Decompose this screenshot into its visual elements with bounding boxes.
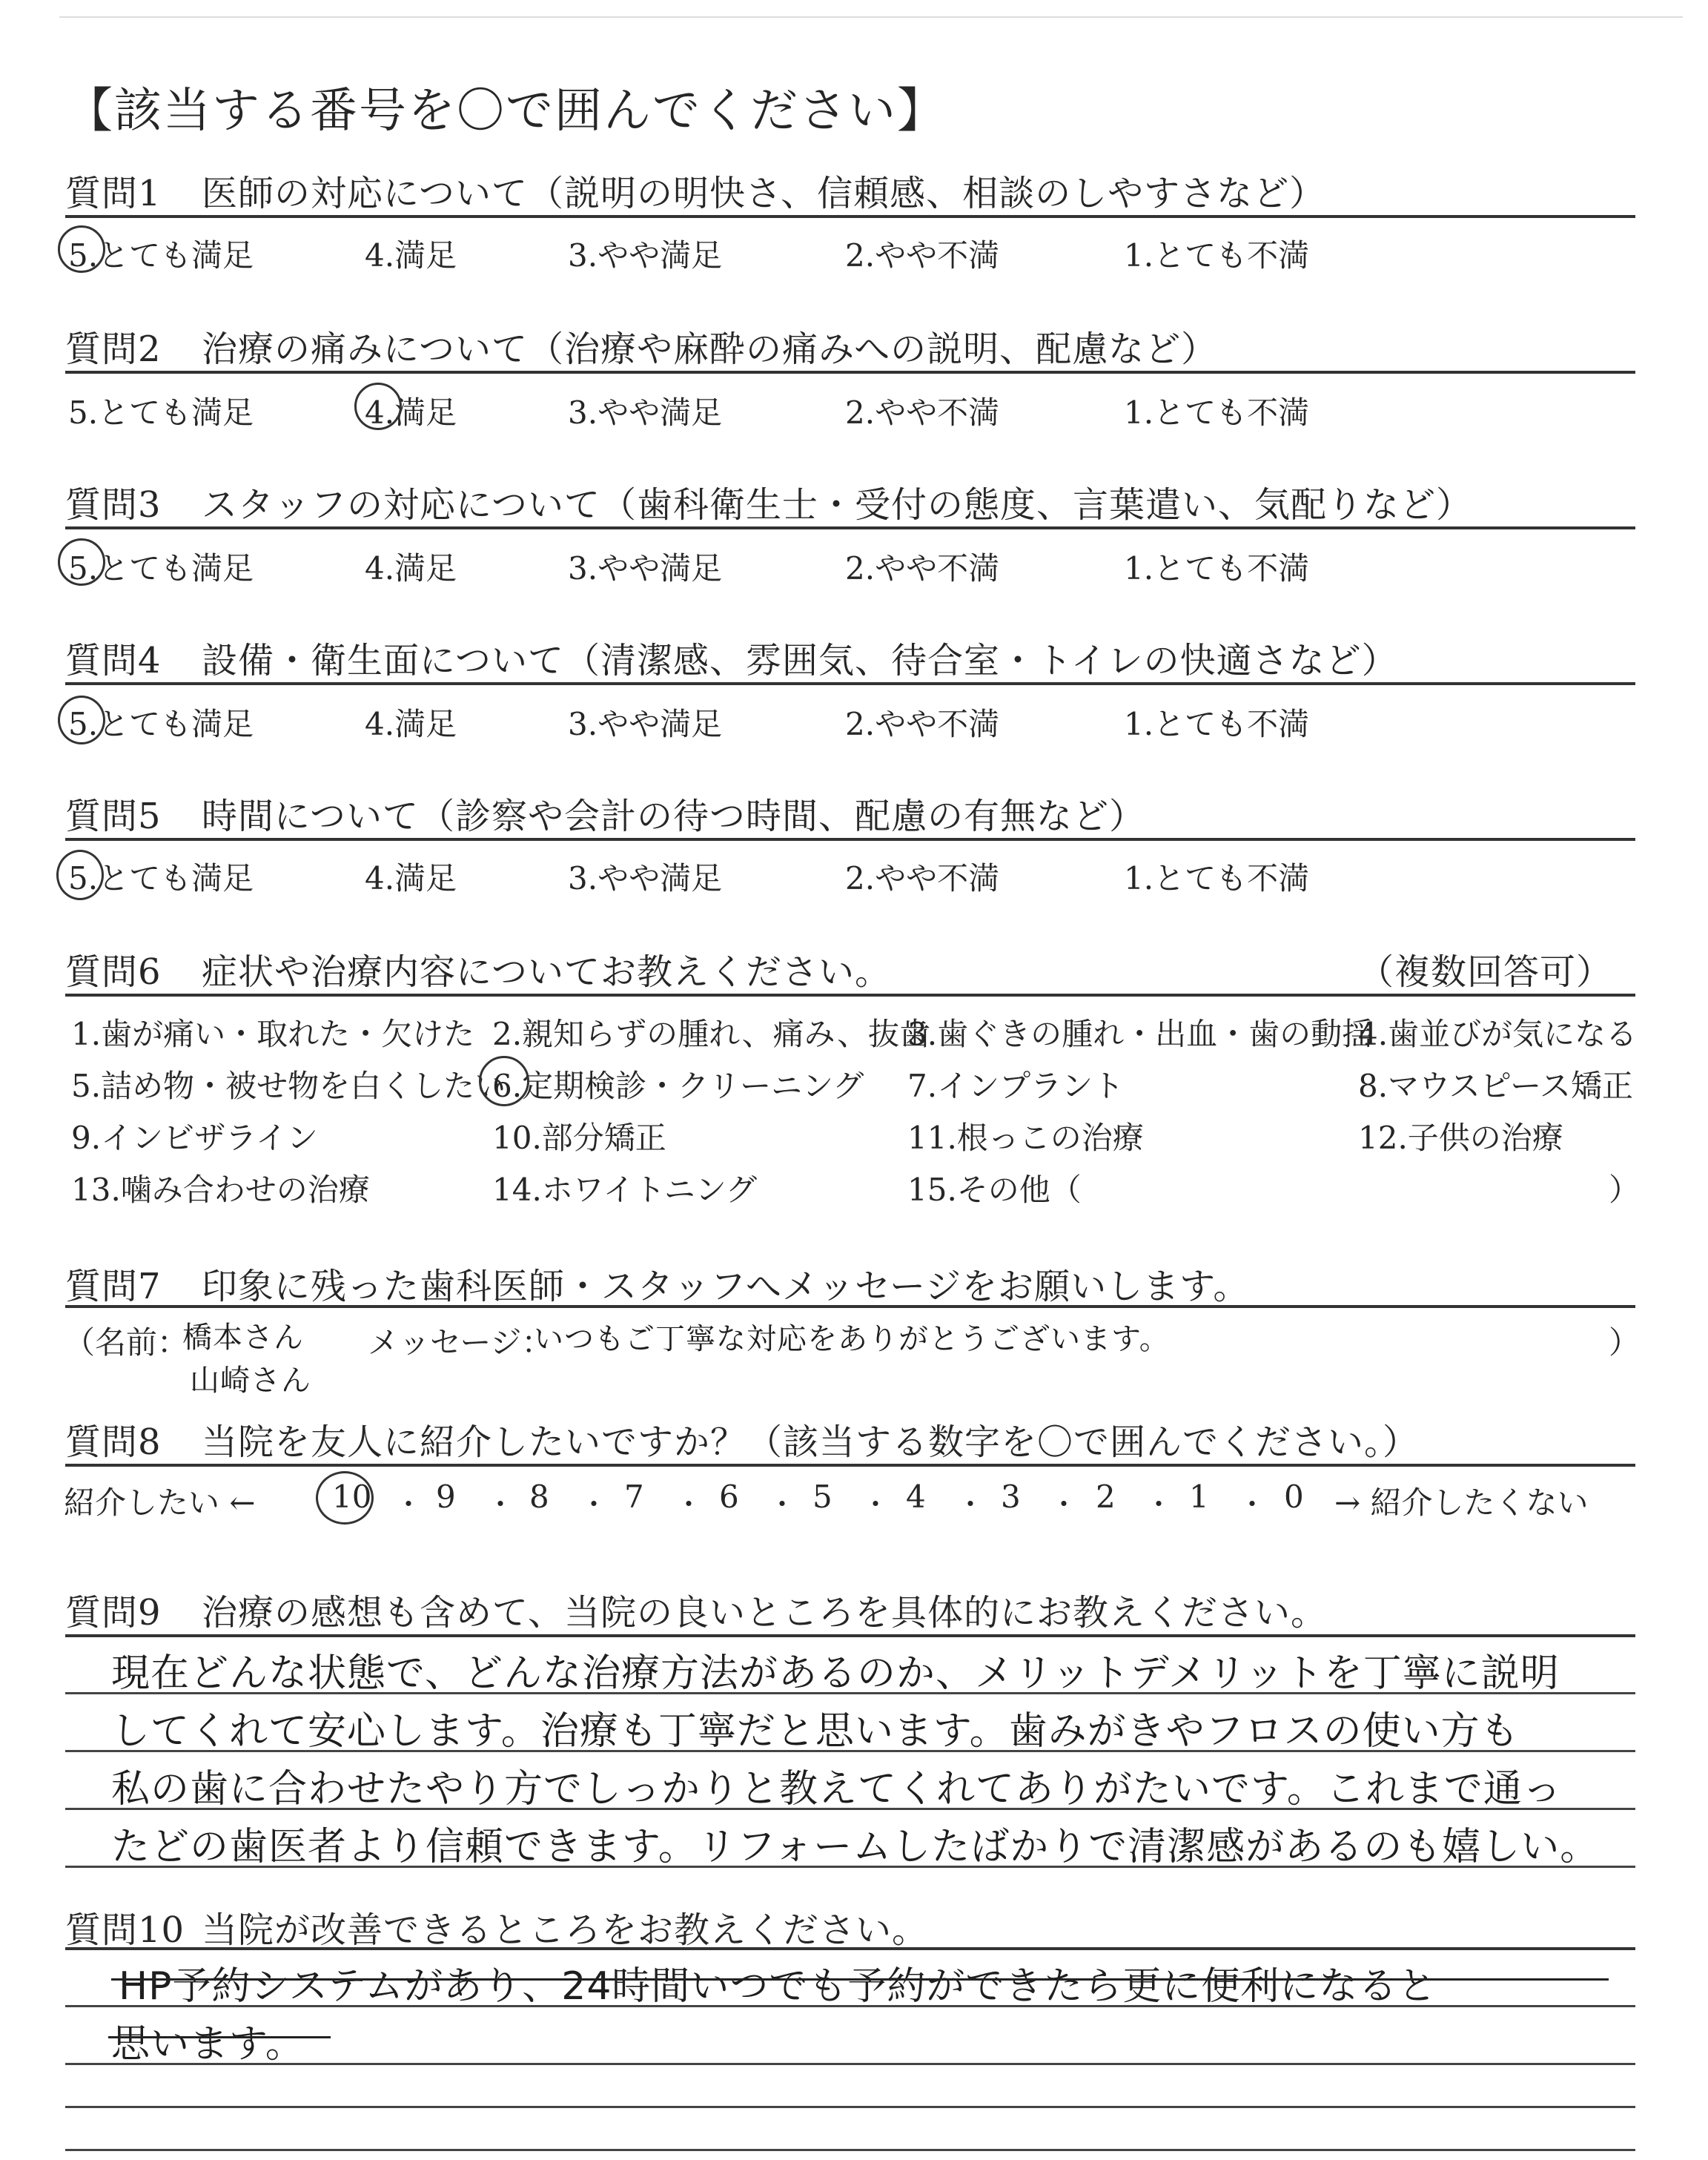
- page-title: 【該当する番号を〇で囲んでください】: [65, 84, 946, 139]
- q8-dot: ・: [394, 1488, 423, 1521]
- q10-answer-rule: [65, 2005, 1635, 2007]
- q6-option-6[interactable]: 6.定期検診・クリーニング: [492, 1068, 864, 1104]
- q9-answer-rule: [65, 1866, 1635, 1868]
- q4-option-5[interactable]: 5.とても満足: [68, 706, 254, 742]
- q8-scale-3[interactable]: 3: [1001, 1479, 1021, 1515]
- q6-option-15[interactable]: 15.その他（: [907, 1172, 1082, 1208]
- q2-text: 治療の痛みについて（治療や麻酔の痛みへの説明、配慮など）: [202, 328, 1218, 370]
- q2-rule: [65, 371, 1635, 374]
- q5-option-5[interactable]: 5.とても満足: [68, 860, 254, 896]
- q4-option-3[interactable]: 3.やや満足: [568, 706, 723, 742]
- q8-selected-circle: [316, 1471, 374, 1525]
- q7-name-label: （名前：: [64, 1324, 189, 1361]
- q6-option-14[interactable]: 14.ホワイトニング: [492, 1172, 758, 1208]
- q7-text: 印象に残った歯科医師・スタッフへメッセージをお願いします。: [202, 1266, 1250, 1307]
- q9-answer-line3[interactable]: 私の歯に合わせたやり方でしっかりと教えてくれてありがたいです。これまで通っ: [111, 1767, 1562, 1811]
- q8-scale-6[interactable]: 6: [719, 1479, 739, 1515]
- q2-option-5[interactable]: 5.とても満足: [68, 394, 254, 431]
- q9-answer-rule: [65, 1808, 1635, 1810]
- q8-dot: ・: [1145, 1488, 1174, 1521]
- q7-name-line2[interactable]: 山崎さん: [190, 1364, 311, 1398]
- q6-note: （複数回答可）: [1358, 951, 1613, 993]
- page-top-edge: [59, 16, 1683, 18]
- q9-answer-rule: [65, 1692, 1635, 1694]
- q6-rule: [65, 994, 1635, 997]
- q4-label: 質問4: [65, 640, 162, 681]
- q10-answer-rule: [65, 2106, 1635, 2108]
- q6-option-15-close: ）: [1609, 1172, 1641, 1208]
- q10-answer-rule: [65, 2063, 1635, 2065]
- q6-option-5[interactable]: 5.詰め物・被せ物を白くしたい: [71, 1068, 506, 1104]
- q8-dot: ・: [486, 1488, 515, 1521]
- q1-option-3[interactable]: 3.やや満足: [568, 237, 723, 274]
- q8-scale-1[interactable]: 1: [1189, 1479, 1209, 1515]
- q6-option-7[interactable]: 7.インプラント: [907, 1068, 1125, 1104]
- q10-strikethrough: [111, 1978, 1609, 1981]
- q2-selected-circle: [354, 383, 402, 430]
- q10-label: 質問10: [65, 1909, 185, 1951]
- q3-option-3[interactable]: 3.やや満足: [568, 550, 723, 587]
- q1-rule: [65, 215, 1635, 218]
- q3-option-4[interactable]: 4.満足: [365, 550, 457, 587]
- q8-left-label: 紹介したい ←: [64, 1484, 256, 1521]
- q4-text: 設備・衛生面について（清潔感、雰囲気、待合室・トイレの快適さなど）: [202, 640, 1398, 681]
- q2-option-2[interactable]: 2.やや不満: [845, 394, 1000, 431]
- q8-scale-2[interactable]: 2: [1096, 1479, 1116, 1515]
- q5-rule: [65, 838, 1635, 841]
- q8-scale-7[interactable]: 7: [624, 1479, 644, 1515]
- q2-option-1[interactable]: 1.とても不満: [1124, 394, 1310, 431]
- q3-option-2[interactable]: 2.やや不満: [845, 550, 1000, 587]
- q9-answer-line4[interactable]: たどの歯医者より信頼できます。リフォームしたばかりで清潔感があるのも嬉しい。: [111, 1825, 1600, 1869]
- q7-close: ）: [1609, 1324, 1641, 1361]
- q1-label: 質問1: [65, 173, 162, 214]
- q3-selected-circle: [58, 538, 105, 586]
- q8-dot: ・: [1238, 1488, 1267, 1521]
- q7-label: 質問7: [65, 1266, 162, 1307]
- q3-option-5[interactable]: 5.とても満足: [68, 550, 254, 587]
- q4-selected-circle: [58, 696, 105, 744]
- q3-text: スタッフの対応について（歯科衛生士・受付の態度、言葉遣い、気配りなど）: [202, 484, 1473, 526]
- q6-option-1[interactable]: 1.歯が痛い・取れた・欠けた: [71, 1016, 475, 1052]
- q1-option-5[interactable]: 5.とても満足: [68, 237, 254, 274]
- q8-scale-8[interactable]: 8: [529, 1479, 549, 1515]
- q1-text: 医師の対応について（説明の明快さ、信頼感、相談のしやすさなど）: [202, 173, 1326, 214]
- q7-message[interactable]: いつもご丁寧な対応をありがとうございます。: [534, 1322, 1170, 1356]
- q7-name-line1[interactable]: 橋本さん: [182, 1321, 304, 1355]
- q4-rule: [65, 682, 1635, 685]
- q8-scale-0[interactable]: 0: [1284, 1479, 1304, 1515]
- q5-option-4[interactable]: 4.満足: [365, 860, 457, 896]
- q9-text: 治療の感想も含めて、当院の良いところを具体的にお教えください。: [202, 1592, 1328, 1634]
- q8-dot: ・: [861, 1488, 890, 1521]
- q4-option-4[interactable]: 4.満足: [365, 706, 457, 742]
- q6-option-10[interactable]: 10.部分矯正: [492, 1120, 666, 1156]
- q4-option-2[interactable]: 2.やや不満: [845, 706, 1000, 742]
- q10-answer-rule: [65, 2149, 1635, 2151]
- q6-option-11[interactable]: 11.根っこの治療: [907, 1120, 1144, 1156]
- q2-option-3[interactable]: 3.やや満足: [568, 394, 723, 431]
- q5-option-2[interactable]: 2.やや不満: [845, 860, 1000, 896]
- q10-answer-line1[interactable]: HP予約システムがあり、24時間いつでも予約ができたら更に便利になると: [119, 1964, 1437, 2009]
- q6-text: 症状や治療内容についてお教えください。: [202, 951, 892, 993]
- q8-dot: ・: [768, 1488, 797, 1521]
- q5-option-1[interactable]: 1.とても不満: [1124, 860, 1310, 896]
- q1-option-2[interactable]: 2.やや不満: [845, 237, 1000, 274]
- q6-option-4[interactable]: 4.歯並びが気になる: [1358, 1016, 1638, 1052]
- q6-option-13[interactable]: 13.噛み合わせの治療: [71, 1172, 370, 1208]
- q7-rule: [65, 1305, 1635, 1308]
- q10-answer-line2[interactable]: 思います。: [111, 2022, 305, 2067]
- q1-option-1[interactable]: 1.とても不満: [1124, 237, 1310, 274]
- q9-answer-line1[interactable]: 現在どんな状態で、どんな治療方法があるのか、メリットデメリットを丁寧に説明: [111, 1651, 1560, 1696]
- q9-label: 質問9: [65, 1592, 162, 1634]
- q2-label: 質問2: [65, 328, 162, 370]
- q6-label: 質問6: [65, 951, 162, 993]
- q7-message-label: メッセージ：: [368, 1324, 553, 1361]
- q3-label: 質問3: [65, 484, 162, 526]
- q8-text: 当院を友人に紹介したいですか？（該当する数字を〇で囲んでください。）: [202, 1421, 1420, 1463]
- q6-option-9[interactable]: 9.インビザライン: [71, 1120, 318, 1156]
- q5-option-3[interactable]: 3.やや満足: [568, 860, 723, 896]
- q6-option-8[interactable]: 8.マウスピース矯正: [1358, 1068, 1634, 1104]
- q9-answer-line2[interactable]: してくれて安心します。治療も丁寧だと思います。歯みがきやフロスの使い方も: [111, 1709, 1520, 1754]
- q8-scale-5[interactable]: 5: [812, 1479, 833, 1515]
- q1-option-4[interactable]: 4.満足: [365, 237, 457, 274]
- q6-option-2[interactable]: 2.親知らずの腫れ、痛み、抜歯: [492, 1016, 931, 1052]
- q5-text: 時間について（診察や会計の待つ時間、配慮の有無など）: [202, 796, 1146, 837]
- q4-option-1[interactable]: 1.とても不満: [1124, 706, 1310, 742]
- q9-rule: [65, 1634, 1635, 1637]
- q2-option-4[interactable]: 4.満足: [365, 394, 457, 431]
- q8-label: 質問8: [65, 1421, 162, 1463]
- q8-right-label: → 紹介したくない: [1334, 1484, 1589, 1521]
- q6-option-3[interactable]: 3.歯ぐきの腫れ・出血・歯の動揺: [907, 1016, 1374, 1052]
- q6-selected-circle: [479, 1056, 529, 1106]
- q10-strikethrough: [108, 2036, 331, 2038]
- q8-dot: ・: [956, 1488, 985, 1521]
- q3-rule: [65, 526, 1635, 529]
- q1-selected-circle: [58, 225, 105, 273]
- q10-text: 当院が改善できるところをお教えください。: [202, 1909, 929, 1951]
- q6-option-12[interactable]: 12.子供の治療: [1358, 1120, 1563, 1156]
- q5-selected-circle: [56, 850, 104, 900]
- q8-scale-9[interactable]: 9: [436, 1479, 456, 1515]
- q10-rule: [65, 1947, 1635, 1950]
- q5-label: 質問5: [65, 796, 162, 837]
- q8-rule: [65, 1464, 1635, 1467]
- q8-dot: ・: [1050, 1488, 1079, 1521]
- q8-dot: ・: [675, 1488, 704, 1521]
- q3-option-1[interactable]: 1.とても不満: [1124, 550, 1310, 587]
- q8-dot: ・: [580, 1488, 609, 1521]
- q9-answer-rule: [65, 1750, 1635, 1752]
- q8-scale-4[interactable]: 4: [906, 1479, 926, 1515]
- q8-scale-10[interactable]: 10: [332, 1479, 372, 1515]
